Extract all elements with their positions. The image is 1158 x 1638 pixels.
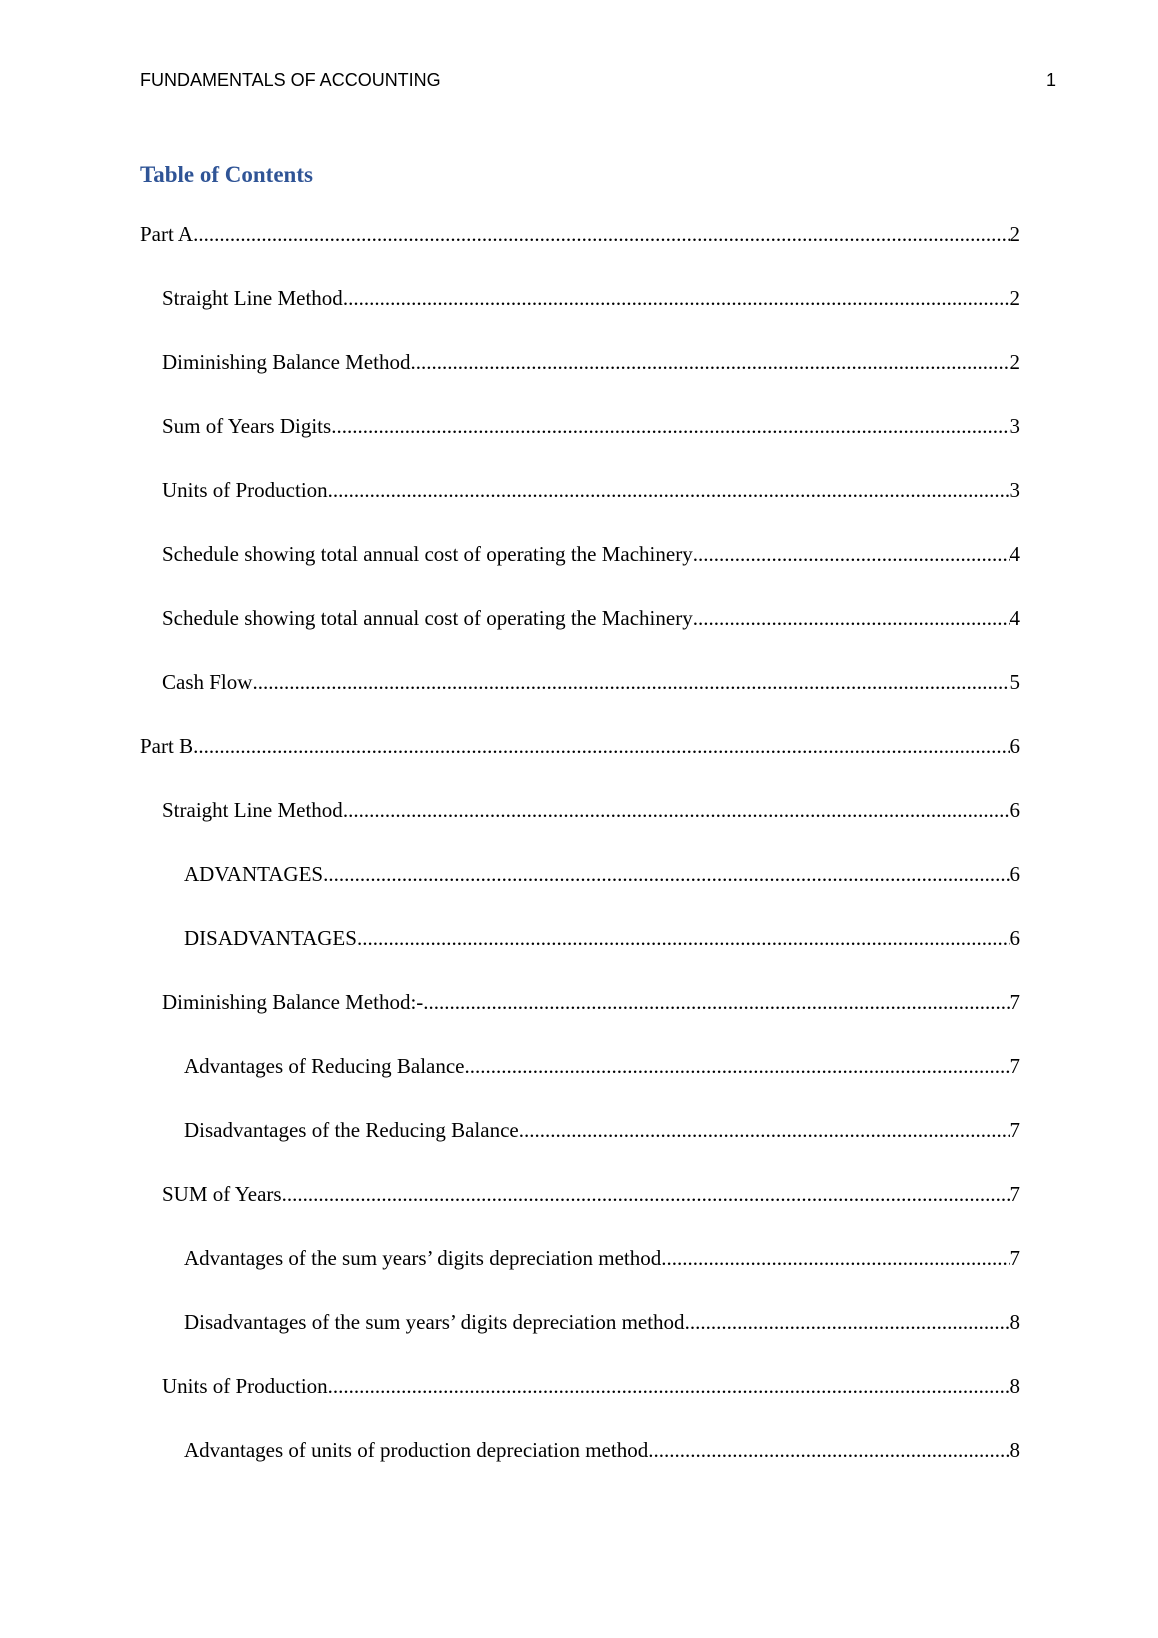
toc-entry-label: Schedule showing total annual cost of operating the Machinery — [162, 542, 693, 566]
toc-entry-part-a[interactable] — [140, 221, 1020, 285]
toc-entry-page: 6 — [1009, 862, 1020, 886]
toc-entry-label: Diminishing Balance Method:- — [162, 990, 424, 1014]
toc-entry-sum-of-years[interactable] — [140, 1181, 1020, 1245]
toc-entry-label: ADVANTAGES — [184, 862, 324, 886]
toc-entry-label: Advantages of the sum years’ digits depreciation method — [184, 1246, 662, 1270]
toc-entry-straight-line-method-b[interactable] — [140, 797, 1020, 861]
toc-entry-label: SUM of Years — [162, 1182, 282, 1206]
toc-entry-label: Part A — [140, 222, 194, 246]
page-header — [140, 70, 1056, 96]
toc-entry-page: 3 — [1009, 478, 1020, 502]
dot-leader — [343, 285, 1010, 311]
toc-entry-page: 6 — [1009, 926, 1020, 950]
toc-entry-page: 8 — [1009, 1438, 1020, 1462]
toc-entry-diminishing-balance-method-b[interactable] — [140, 989, 1020, 1053]
toc-entry-label: Disadvantages of the sum years’ digits depreciation method — [184, 1310, 685, 1334]
toc-entry-label: Advantages of units of production depreciation method — [184, 1438, 649, 1462]
dot-leader — [331, 413, 1009, 439]
dot-leader — [193, 733, 1009, 759]
toc-entry-part-b[interactable] — [140, 733, 1020, 797]
toc-entry-page: 8 — [1009, 1374, 1020, 1398]
toc-entry-label: Straight Line Method — [162, 286, 343, 310]
toc-entry-label: Advantages of Reducing Balance — [184, 1054, 465, 1078]
toc-entry-page: 2 — [1009, 286, 1020, 310]
dot-leader — [685, 1309, 1010, 1335]
dot-leader — [323, 861, 1009, 887]
dot-leader — [282, 1181, 1010, 1207]
toc-entry-sum-of-years-digits[interactable] — [140, 413, 1020, 477]
dot-leader — [693, 605, 1010, 631]
dot-leader — [410, 349, 1009, 375]
toc-entry-label: DISADVANTAGES — [184, 926, 357, 950]
toc-entry-schedule-annual-cost[interactable] — [140, 541, 1020, 605]
toc-entry-page: 6 — [1009, 798, 1020, 822]
toc-entry-label: Straight Line Method — [162, 798, 343, 822]
toc-entry-page: 7 — [1009, 990, 1020, 1014]
toc-entry-page: 2 — [1009, 222, 1020, 246]
toc-entry-page: 7 — [1009, 1246, 1020, 1270]
toc-entry-label: Sum of Years Digits — [162, 414, 332, 438]
toc-entry-page: 7 — [1009, 1182, 1020, 1206]
toc-entry-page: 7 — [1009, 1054, 1020, 1078]
toc-entry-cash-flow[interactable] — [140, 669, 1020, 733]
toc-entry-units-of-production[interactable] — [140, 477, 1020, 541]
toc-entry-label: Units of Production — [162, 478, 328, 502]
toc-entry-label: Part B — [140, 734, 194, 758]
dot-leader — [357, 925, 1010, 951]
toc-heading: Table of Contents — [140, 162, 313, 187]
dot-leader — [661, 1245, 1009, 1271]
toc-entry-advantages-uop[interactable] — [140, 1437, 1020, 1501]
toc-entry-advantages-reducing-balance[interactable] — [140, 1053, 1020, 1117]
toc-entry-advantages-syd[interactable] — [140, 1245, 1020, 1309]
toc-entry-page: 6 — [1009, 734, 1020, 758]
toc-entry-label: Diminishing Balance Method — [162, 350, 411, 374]
dot-leader — [193, 221, 1009, 247]
table-of-contents — [140, 221, 1020, 1501]
dot-leader — [648, 1437, 1009, 1463]
dot-leader — [423, 989, 1009, 1015]
toc-entry-label: Units of Production — [162, 1374, 328, 1398]
toc-entry-disadvantages[interactable] — [140, 925, 1020, 989]
dot-leader — [252, 669, 1009, 695]
dot-leader — [465, 1053, 1010, 1079]
toc-entry-page: 2 — [1009, 350, 1020, 374]
toc-entry-page: 3 — [1009, 414, 1020, 438]
dot-leader — [343, 797, 1010, 823]
toc-entry-page: 4 — [1009, 606, 1020, 630]
toc-entry-diminishing-balance-method[interactable] — [140, 349, 1020, 413]
toc-entry-page: 8 — [1009, 1310, 1020, 1334]
dot-leader — [328, 477, 1010, 503]
toc-entry-page: 7 — [1009, 1118, 1020, 1142]
toc-entry-label: Cash Flow — [162, 670, 253, 694]
toc-entry-straight-line-method[interactable] — [140, 285, 1020, 349]
toc-entry-page: 4 — [1009, 542, 1020, 566]
toc-entry-label: Schedule showing total annual cost of operating the Machinery — [162, 606, 693, 630]
dot-leader — [328, 1373, 1010, 1399]
dot-leader — [519, 1117, 1010, 1143]
toc-entry-schedule-annual-cost-2[interactable] — [140, 605, 1020, 669]
toc-entry-units-of-production-b[interactable] — [140, 1373, 1020, 1437]
toc-entry-disadvantages-reducing-balance[interactable] — [140, 1117, 1020, 1181]
toc-entry-label: Disadvantages of the Reducing Balance — [184, 1118, 519, 1142]
dot-leader — [693, 541, 1010, 567]
toc-entry-disadvantages-syd[interactable] — [140, 1309, 1020, 1373]
toc-entry-advantages[interactable] — [140, 861, 1020, 925]
running-head-title: FUNDAMENTALS OF ACCOUNTING — [140, 70, 441, 90]
toc-entry-page: 5 — [1009, 670, 1020, 694]
header-page-number: 1 — [1045, 70, 1056, 90]
